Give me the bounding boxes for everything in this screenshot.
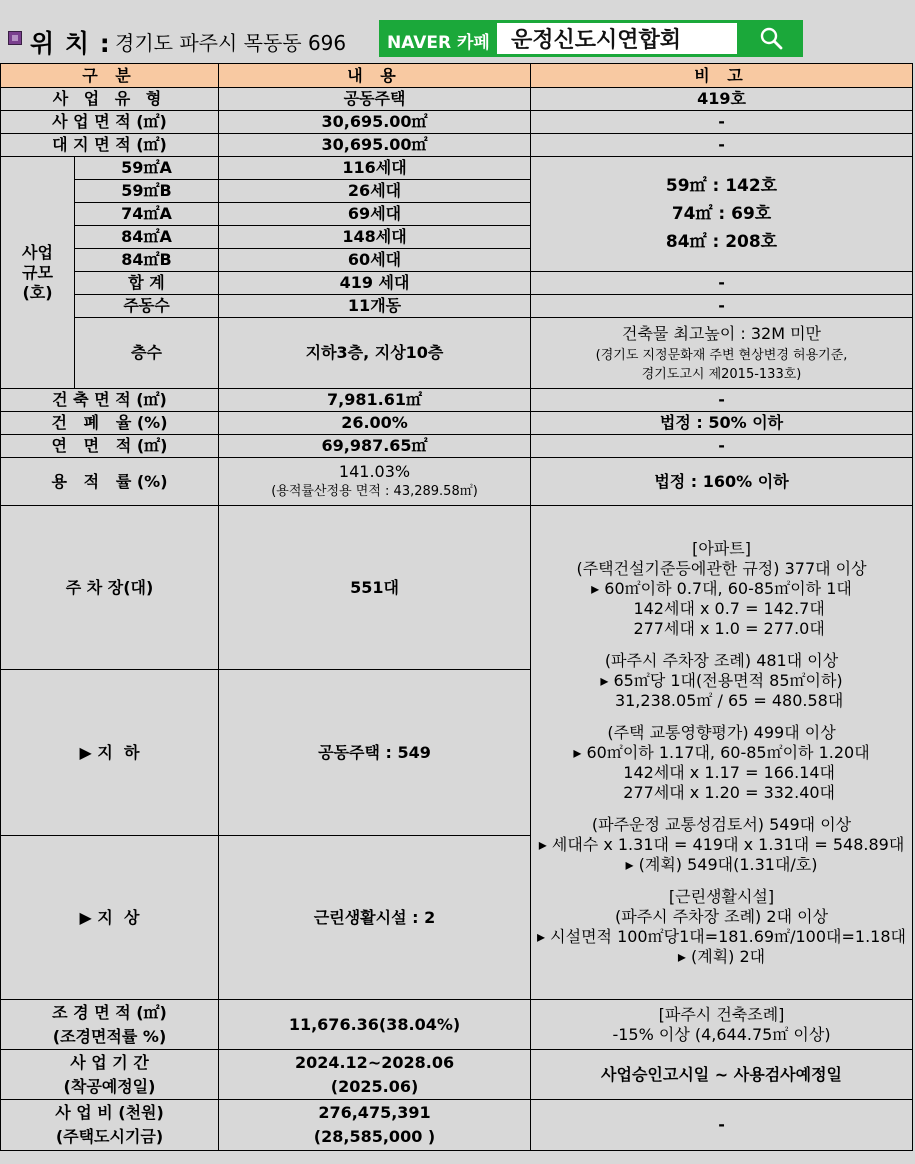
coverage-value: 26.00% — [219, 412, 531, 435]
landscape-label-line: 조 경 면 적 (㎡) — [52, 1002, 167, 1022]
scale-group-label — [1, 157, 75, 389]
header-content: 내 용 — [219, 64, 531, 88]
far-sub: (용적률산정용 면적 : 43,289.58㎡) — [271, 483, 478, 499]
cafe-search-button[interactable] — [741, 23, 800, 54]
period-note: 사업승인고시일 ~ 사용검사예정일 — [531, 1050, 913, 1100]
header-remarks: 비 고 — [531, 64, 913, 88]
parking-note-spacer — [533, 711, 910, 723]
period-value-line: (2025.06) — [330, 1076, 419, 1096]
parking-note-line: (파주운정 교통성검토서) 549대 이상 — [591, 814, 852, 834]
building-area-label: 건 축 면 적 (㎡) — [1, 389, 219, 412]
ground-value: 근린생활시설 : 2 — [219, 836, 531, 1000]
parking-notes — [531, 506, 913, 1000]
business-area-value: 30,695.00㎡ — [219, 111, 531, 134]
table-row — [1, 435, 913, 458]
parking-note-line: (파주시 주차장 조례) 2대 이상 — [615, 906, 829, 926]
building-area-note: - — [531, 389, 913, 412]
total-note: - — [531, 272, 913, 295]
table-row — [1, 111, 913, 134]
table-row — [1, 134, 913, 157]
parking-note-line: 277세대 x 1.0 = 277.0대 — [618, 618, 825, 638]
period-label-line: 사 업 기 간 — [70, 1052, 149, 1072]
floor-area-value: 69,987.65㎡ — [219, 435, 531, 458]
unit-summary-line: 74㎡ : 69호 — [671, 204, 772, 224]
search-icon — [759, 26, 783, 50]
coverage-note: 법정 : 50% 이하 — [531, 412, 913, 435]
table-row — [1, 1100, 913, 1151]
floors-label: 층수 — [75, 318, 219, 389]
business-type-note: 419호 — [531, 88, 913, 111]
building-area-value: 7,981.61㎡ — [219, 389, 531, 412]
location-label: 위 치 : — [30, 29, 111, 58]
parking-note-line: ▸ 65㎡당 1대(전용면적 85㎡이하) — [600, 670, 843, 690]
cost-label — [1, 1100, 219, 1151]
cost-value — [219, 1100, 531, 1151]
cost-label-line: (주택도시기금) — [55, 1127, 164, 1146]
parking-note-line: ▸ 시설면적 100㎡당1대=181.69㎡/100대=1.18대 — [537, 926, 906, 946]
business-type-label: 사 업 유 형 — [1, 88, 219, 111]
parking-label: 주 차 장(대) — [1, 506, 219, 670]
total-label: 합 계 — [75, 272, 219, 295]
square-bullet-icon — [8, 31, 22, 45]
table-row — [1, 295, 913, 318]
parking-note-line: 31,238.05㎡ / 65 = 480.58대 — [599, 690, 844, 710]
landscape-note-line: -15% 이상 (4,644.75㎡ 이상) — [612, 1024, 831, 1044]
parking-note-line: [근린생활시설] — [668, 886, 775, 906]
parking-note-line: (파주시 주차장 조례) 481대 이상 — [604, 650, 839, 670]
parking-note-line: ▸ 60㎡이하 0.7대, 60-85㎡이하 1대 — [591, 578, 852, 598]
parking-note-spacer — [533, 803, 910, 815]
table-row — [1, 412, 913, 435]
header-bar — [0, 0, 915, 63]
unit-summary-line: 59㎡ : 142호 — [665, 176, 778, 196]
unit-count: 26세대 — [219, 180, 531, 203]
parking-note-spacer — [533, 639, 910, 651]
ground-label: ▶ 지 상 — [1, 836, 219, 1000]
floor-area-label: 연 면 적 (㎡) — [1, 435, 219, 458]
table-row — [1, 1050, 913, 1100]
far-value: 141.03% — [338, 461, 411, 481]
unit-type: 59㎡A — [75, 157, 219, 180]
site-area-value: 30,695.00㎡ — [219, 134, 531, 157]
address-text: 경기도 파주시 목동동 696 — [115, 31, 347, 55]
total-value: 419 세대 — [219, 272, 531, 295]
coverage-label: 건 폐 율 (%) — [1, 412, 219, 435]
height-limit-text: 건축물 최고높이 : 32M 미만 — [622, 324, 822, 343]
header-category: 구 분 — [1, 64, 219, 88]
floor-area-note: - — [531, 435, 913, 458]
table-row — [1, 1000, 913, 1050]
cost-value-line: (28,585,000 ) — [313, 1127, 436, 1146]
parking-note-line: [아파트] — [692, 538, 751, 558]
height-limit-sub1: (경기도 지정문화재 주변 현상변경 허용기준, — [595, 348, 848, 363]
parking-note-line: (주택 교통영향평가) 499대 이상 — [607, 722, 836, 742]
landscape-label — [1, 1000, 219, 1050]
unit-type: 59㎡B — [75, 180, 219, 203]
unit-count: 69세대 — [219, 203, 531, 226]
parking-note-line: ▸ (계획) 2대 — [677, 946, 766, 966]
table-row — [1, 389, 913, 412]
scale-label-line: 규모 — [22, 262, 53, 282]
parking-note-line: 142세대 x 0.7 = 142.7대 — [618, 598, 825, 618]
period-label — [1, 1050, 219, 1100]
table-row — [1, 318, 913, 389]
parking-note-line: ▸ 60㎡이하 1.17대, 60-85㎡이하 1.20대 — [573, 742, 870, 762]
unit-summary-note — [531, 157, 913, 272]
cost-value-line: 276,475,391 — [318, 1103, 431, 1122]
unit-count: 116세대 — [219, 157, 531, 180]
parking-note-line: (주택건설기준등에관한 규정) 377대 이상 — [576, 558, 867, 578]
scale-label-line: 사업 — [22, 242, 53, 262]
unit-type: 74㎡A — [75, 203, 219, 226]
cafe-search-input[interactable] — [497, 23, 737, 54]
parking-note-line: ▸ 세대수 x 1.31대 = 419대 x 1.31대 = 548.89대 — [538, 834, 905, 854]
scale-label-line: (호) — [22, 282, 53, 302]
landscape-note — [531, 1000, 913, 1050]
floors-value: 지하3층, 지상10층 — [219, 318, 531, 389]
parking-note-spacer — [533, 875, 910, 887]
buildings-note: - — [531, 295, 913, 318]
landscape-label-line: (조경면적률 %) — [52, 1026, 167, 1046]
cost-note: - — [531, 1100, 913, 1151]
period-value — [219, 1050, 531, 1100]
parking-note-line: 142세대 x 1.17 = 166.14대 — [608, 762, 836, 782]
landscape-value: 11,676.36(38.04%) — [219, 1000, 531, 1050]
underground-value: 공동주택 : 549 — [219, 670, 531, 836]
naver-cafe-label[interactable]: NAVER 카페 — [387, 33, 490, 53]
table-row — [1, 272, 913, 295]
table-row — [1, 157, 913, 180]
naver-cafe-banner — [379, 20, 803, 57]
business-type-value: 공동주택 — [219, 88, 531, 111]
business-area-label: 사 업 면 적 (㎡) — [1, 111, 219, 134]
unit-type: 84㎡B — [75, 249, 219, 272]
underground-label: ▶ 지 하 — [1, 670, 219, 836]
table-row — [1, 506, 913, 670]
parking-note-line: 277세대 x 1.20 = 332.40대 — [608, 782, 836, 802]
period-value-line: 2024.12~2028.06 — [294, 1052, 455, 1072]
landscape-note-line: [파주시 건축조례] — [658, 1004, 785, 1024]
buildings-value: 11개동 — [219, 295, 531, 318]
site-area-label: 대 지 면 적 (㎡) — [1, 134, 219, 157]
buildings-label: 주동수 — [75, 295, 219, 318]
floors-note — [531, 318, 913, 389]
far-label: 용 적 률 (%) — [1, 458, 219, 506]
period-label-line: (착공예정일) — [63, 1076, 156, 1096]
unit-type: 84㎡A — [75, 226, 219, 249]
business-area-note: - — [531, 111, 913, 134]
table-row — [1, 458, 913, 506]
site-area-note: - — [531, 134, 913, 157]
table-header-row — [1, 64, 913, 88]
unit-summary-line: 84㎡ : 208호 — [665, 232, 778, 252]
far-note: 법정 : 160% 이하 — [531, 458, 913, 506]
unit-count: 60세대 — [219, 249, 531, 272]
unit-count: 148세대 — [219, 226, 531, 249]
far-cell — [219, 458, 531, 506]
parking-note-line: ▸ (계획) 549대(1.31대/호) — [625, 854, 818, 874]
parking-value: 551대 — [219, 506, 531, 670]
height-limit-sub2: 경기도고시 제2015-133호) — [641, 367, 802, 382]
cost-label-line: 사 업 비 (천원) — [55, 1103, 164, 1122]
project-spec-table — [0, 63, 913, 1151]
table-row — [1, 88, 913, 111]
